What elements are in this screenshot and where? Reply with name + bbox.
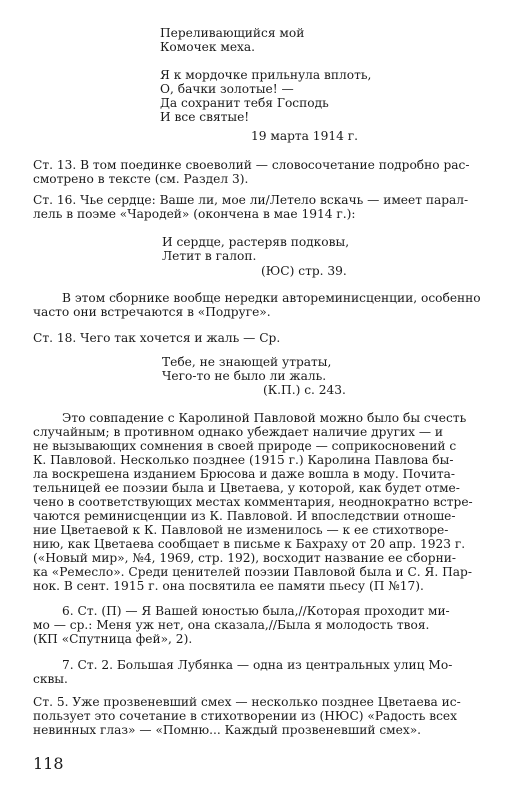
quote-line: И сердце, растеряв подковы, — [162, 235, 350, 249]
note-line: лель в поэме «Чародей» (окончена в мае 1914 г.): — [33, 207, 356, 221]
paragraph-line: ла воскрешена изданием Брюсова и даже вошла в моду. Почита- — [33, 467, 455, 481]
quote-source: (К.П.) с. 243. — [263, 383, 346, 397]
poem-line: Да сохранит тебя Господь — [160, 96, 329, 110]
note-line: 6. Ст. (П) — Я Вашей юностью была,//Которая проходит ми- — [62, 604, 450, 618]
note-line: невинных глаз» — «Помню... Каждый прозвеневший смех». — [33, 723, 422, 737]
page-number: 118 — [33, 754, 64, 773]
poem-line: Я к мордочке прильнула вплоть, — [160, 68, 372, 82]
paragraph-line: случайным; в противном однако убеждает наличие других — и — [33, 425, 444, 439]
paragraph-line: нию, как Цветаева сообщает в письме к Бахраху от 20 апр. 1923 г. — [33, 537, 466, 551]
quote-source: (ЮС) стр. 39. — [261, 264, 347, 278]
note-line: сквы. — [33, 672, 68, 686]
poem-date: 19 марта 1914 г. — [251, 129, 358, 143]
note-line: Ст. 5. Уже прозвеневший смех — несколько позднее Цветаева ис- — [33, 695, 461, 709]
quote-line: Тебе, не знающей утраты, — [162, 355, 332, 369]
quote-line: Чего-то не было ли жаль. — [162, 369, 327, 383]
note-line: Ст. 18. Чего так хочется и жаль — Ср. — [33, 331, 281, 345]
note-line: 7. Ст. 2. Большая Лубянка — одна из центральных улиц Мо- — [62, 658, 453, 672]
paragraph-line: тельницей ее поэзии была и Цветаева, у которой, как будет отме- — [33, 481, 460, 495]
note-line: пользует это сочетание в стихотворении из (НЮС) «Радость всех — [33, 709, 458, 723]
note-line: Ст. 13. В том поединке своеволий — словосочетание подробно рас- — [33, 158, 470, 172]
quote-line: Летит в галоп. — [162, 249, 257, 263]
paragraph-line: не вызывающих сомнения в своей природе — соприкосновений с — [33, 439, 457, 453]
poem-line: Комочек меха. — [160, 40, 256, 54]
paragraph-line: К. Павловой. Несколько позднее (1915 г.) Каролина Павлова бы- — [33, 453, 454, 467]
paragraph-line: чено в соответствующих местах комментария, неоднократно встре- — [33, 495, 473, 509]
note-line: Ст. 16. Чье сердце: Ваше ли, мое ли/Летело вскачь — имеет парал- — [33, 193, 469, 207]
note-line: (КП «Спутница фей», 2). — [33, 632, 193, 646]
poem-line: О, бачки золотые! — — [160, 82, 294, 96]
paragraph-line: ка «Ремесло». Среди ценителей поэзии Павловой была и С. Я. Пар- — [33, 565, 472, 579]
paragraph-line: нок. В сент. 1915 г. она посвятила ее памяти пьесу (П №17). — [33, 579, 424, 593]
paragraph-line: ние Цветаевой к К. Павловой не изменилось — к ее стихотворе- — [33, 523, 449, 537]
paragraph-line: часто они встречаются в «Подруге». — [33, 305, 271, 319]
paragraph-line: Это совпадение с Каролиной Павловой можно было бы счесть — [62, 411, 467, 425]
poem-line: Переливающийся мой — [160, 26, 305, 40]
note-line: смотрено в тексте (см. Раздел 3). — [33, 172, 249, 186]
poem-line: И все святые! — [160, 110, 250, 124]
paragraph-line: В этом сборнике вообще нередки автореминисценции, особенно — [62, 291, 481, 305]
note-line: мо — ср.: Меня уж нет, она сказала,//Была я молодость твоя. — [33, 618, 430, 632]
paragraph-line: чаются реминисценции из К. Павловой. И впоследствии отноше- — [33, 509, 456, 523]
paragraph-line: («Новый мир», №4, 1969, стр. 192), восходит название ее сборни- — [33, 551, 456, 565]
